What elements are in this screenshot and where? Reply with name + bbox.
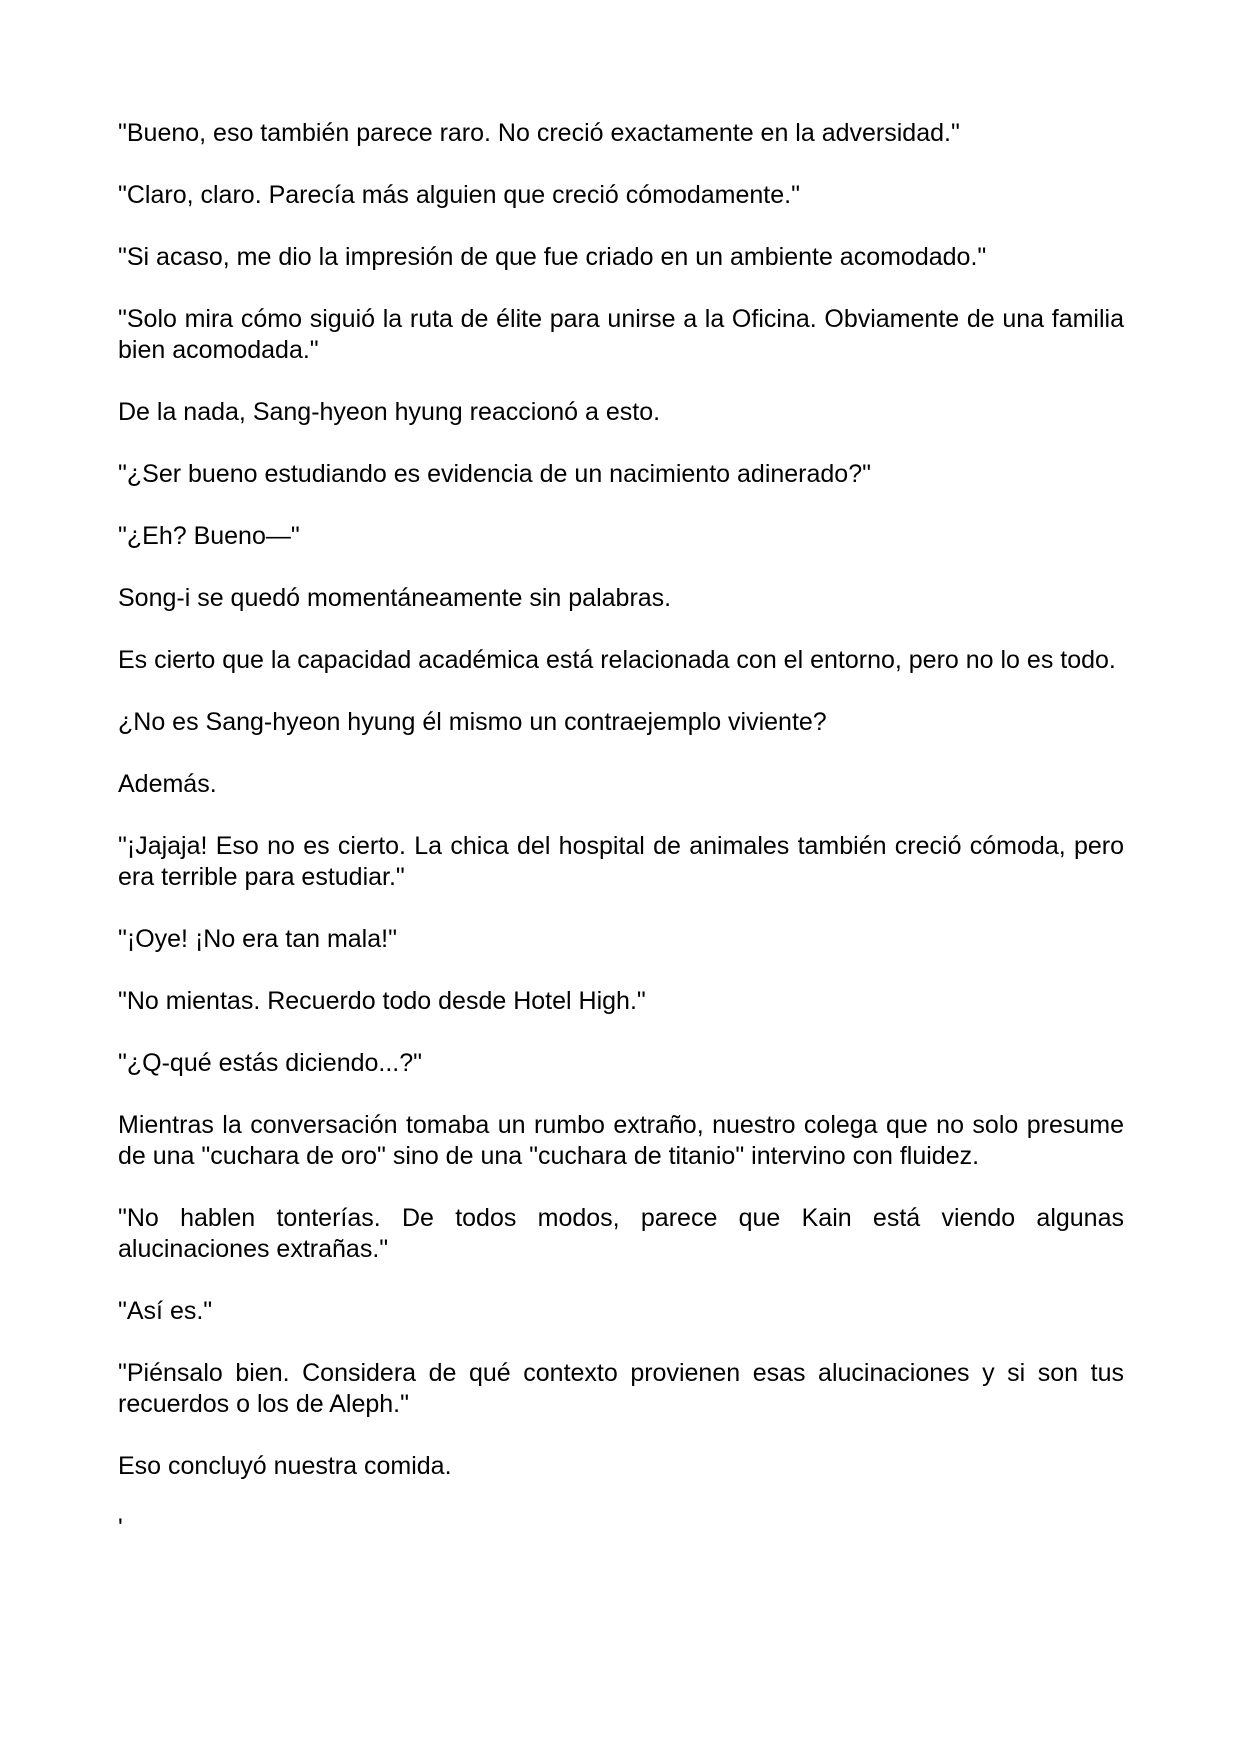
paragraph: "Así es." bbox=[118, 1297, 213, 1325]
paragraph: Eso concluyó nuestra comida. bbox=[118, 1452, 452, 1480]
paragraph: Es cierto que la capacidad académica está relacionada con el entorno, pero no lo es todo. bbox=[118, 646, 1116, 674]
paragraph: "No hablen tonterías. De todos modos, parece que Kain está viendo algunas alucinaciones extrañas." bbox=[118, 1204, 1124, 1263]
paragraph: "Bueno, eso también parece raro. No creció exactamente en la adversidad." bbox=[118, 119, 960, 147]
document-body bbox=[118, 118, 1124, 1544]
end-mark: ' bbox=[118, 1514, 123, 1542]
paragraph: "Claro, claro. Parecía más alguien que creció cómodamente." bbox=[118, 181, 800, 209]
paragraph: "¿Eh? Bueno—" bbox=[118, 522, 300, 550]
paragraph: ¿No es Sang-hyeon hyung él mismo un contraejemplo viviente? bbox=[118, 708, 827, 736]
paragraph: De la nada, Sang-hyeon hyung reaccionó a esto. bbox=[118, 398, 661, 426]
paragraph: "¿Q-qué estás diciendo...?" bbox=[118, 1049, 423, 1077]
paragraph: Song-i se quedó momentáneamente sin palabras. bbox=[118, 584, 672, 612]
paragraph: "No mientas. Recuerdo todo desde Hotel High." bbox=[118, 987, 646, 1015]
paragraph: "Si acaso, me dio la impresión de que fue criado en un ambiente acomodado." bbox=[118, 243, 987, 271]
paragraph: "Piénsalo bien. Considera de qué contexto provienen esas alucinaciones y si son tus recuerdos o los de Aleph." bbox=[118, 1359, 1124, 1418]
paragraph: "¿Ser bueno estudiando es evidencia de un nacimiento adinerado?" bbox=[118, 460, 871, 488]
paragraph: Mientras la conversación tomaba un rumbo extraño, nuestro colega que no solo presume de una "cuchara de oro" sino de una "cuchara de titanio" intervino con fluidez. bbox=[118, 1111, 1124, 1170]
paragraph: "Solo mira cómo siguió la ruta de élite para unirse a la Oficina. Obviamente de una familia bien acomodada." bbox=[118, 305, 1124, 364]
paragraph: Además. bbox=[118, 770, 217, 798]
paragraph: "¡Oye! ¡No era tan mala!" bbox=[118, 925, 397, 953]
paragraph: "¡Jajaja! Eso no es cierto. La chica del hospital de animales también creció cómoda, pero era terrible para estudiar." bbox=[118, 832, 1124, 891]
